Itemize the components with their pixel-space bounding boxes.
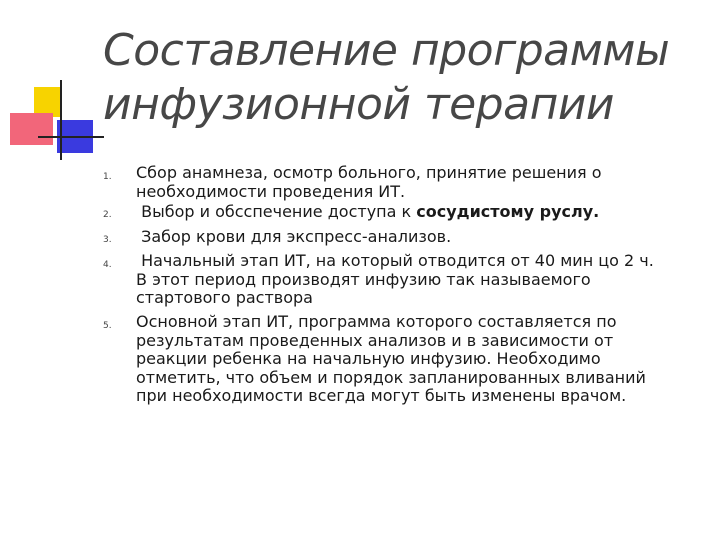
title-line: Составление программы: [103, 25, 670, 76]
list-item-line: необходимости проведения ИТ.: [136, 181, 406, 201]
list-item-number: 5.: [103, 321, 112, 331]
list-item-line: отметить, что объем и порядок запланированных вливаний: [136, 367, 646, 387]
list-item-text-bold: сосудистому руслу.: [416, 202, 600, 221]
list-item-line: [136, 203, 708, 222]
list-item-number: 4.: [103, 260, 112, 270]
list-item-line: при необходимости всегда могут быть изменены врачом.: [136, 386, 627, 405]
list-item-line: В этот период производят инфузию так называемого: [136, 269, 591, 289]
list-item-number: 2.: [103, 210, 112, 220]
list-item-line: Сбор анамнеза, осмотр больного, принятие решения о: [136, 163, 602, 182]
list-item-text: [136, 164, 708, 201]
list-item-text: [136, 203, 708, 222]
title-line: инфузионной терапии: [103, 79, 615, 130]
list-item-text-regular: Выбор и обсспечение доступа к: [136, 202, 417, 221]
list-item-number: 1.: [103, 172, 112, 182]
list-item-line: Основной этап ИТ, программа которого составляется по: [136, 312, 617, 331]
list-item-line: реакции ребенка на начальную инфузию. Необходимо: [136, 349, 601, 368]
list-item-line: стартового раствора: [136, 288, 313, 307]
list-item-line: результатам проведенных анализов и в зависимости от: [136, 330, 614, 350]
list-item-text: [136, 313, 708, 406]
list-item-line: Начальный этап ИТ, на который отводится от 40 мин цо 2 ч.: [136, 251, 654, 270]
list-item-text: [136, 252, 708, 308]
list-item-line: Забор крови для экспресс-анализов.: [136, 227, 452, 246]
list-item-number: 3.: [103, 235, 112, 245]
list-item-text: [136, 228, 708, 247]
